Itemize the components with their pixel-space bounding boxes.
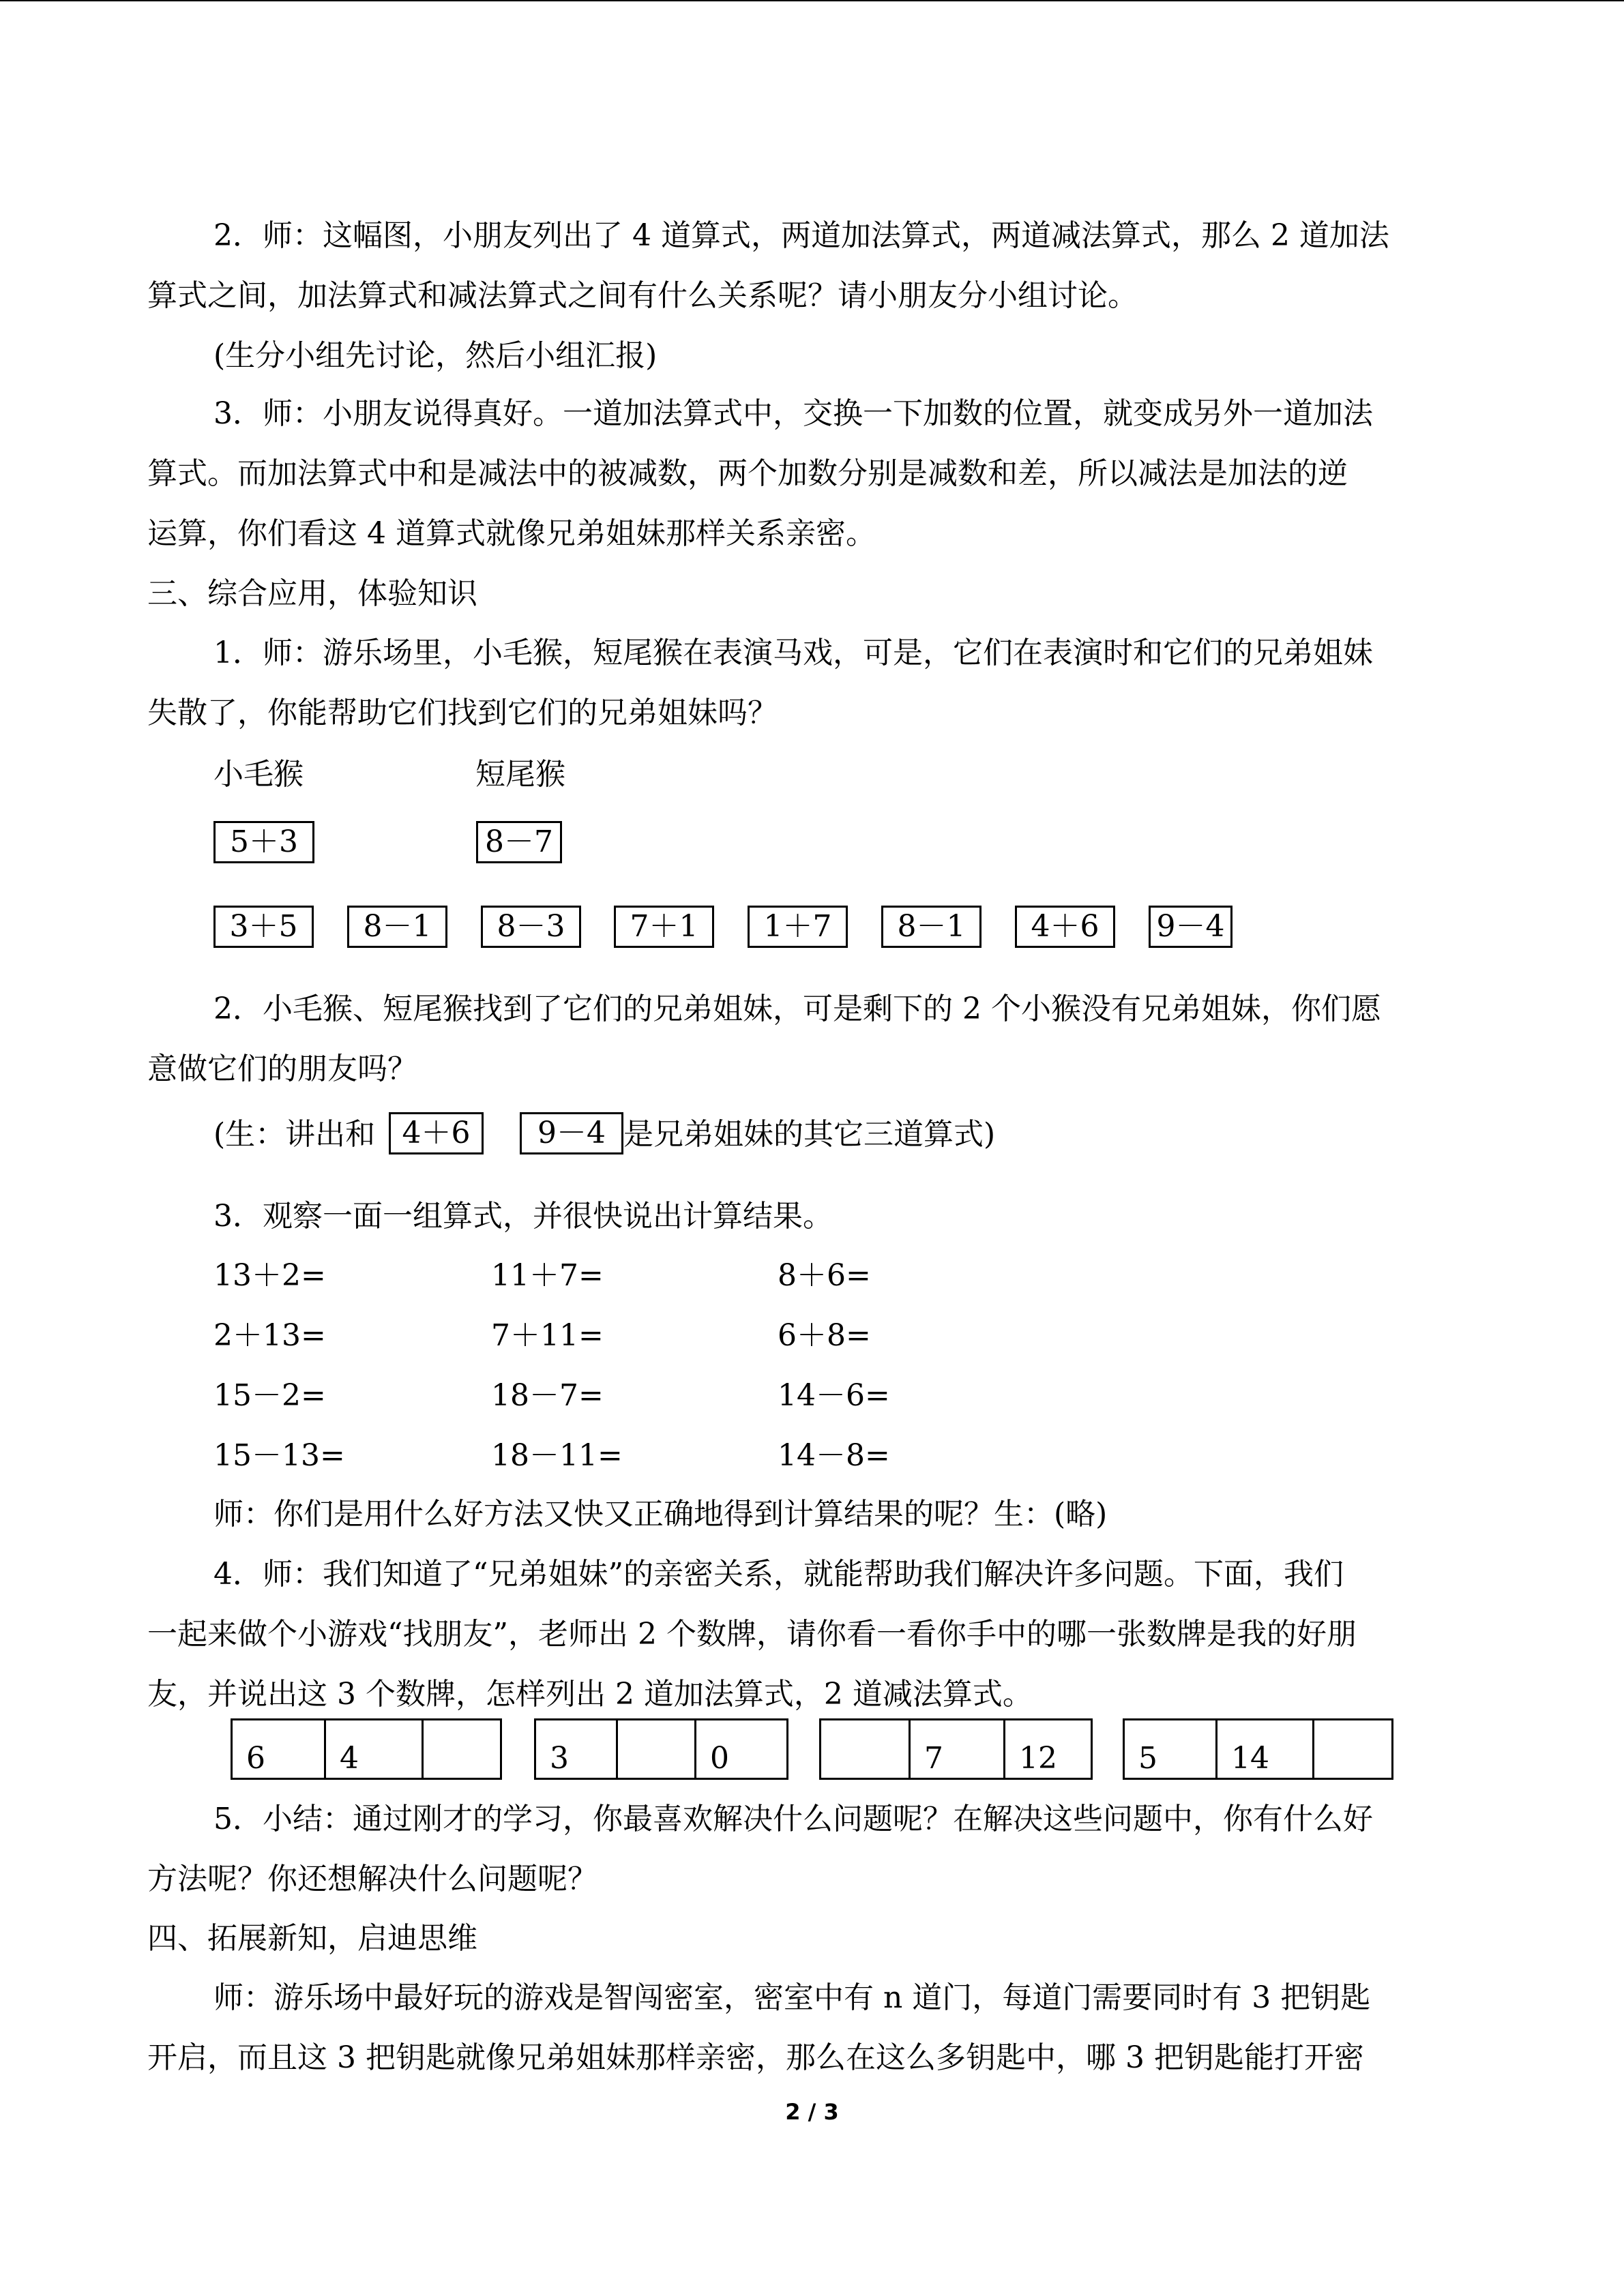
para1-line1: 2．师：这幅图，小朋友列出了 4 道算式，两道加法算式，两道减法算式，那么 2 道加法 <box>213 218 1389 253</box>
number-card: 0 <box>694 1718 788 1780</box>
equation-col1-row2: 2＋13= <box>213 1318 326 1353</box>
para2: (生分小组先讨论，然后小组汇报) <box>213 338 658 373</box>
sibling-card: 8－3 <box>481 906 581 948</box>
final-line2: 开启，而且这 3 把钥匙就像兄弟姐妹那样亲密，那么在这么多钥匙中，哪 3 把钥匙能打开密 <box>147 2040 1364 2075</box>
equation-col3-row3: 14－6= <box>778 1378 890 1413</box>
sibling-card: 8－1 <box>881 906 981 948</box>
number-card: 3 <box>534 1718 618 1780</box>
para3-line1: 3．师：小朋友说得真好。一道加法算式中，交换一下加数的位置，就变成另外一道加法 <box>213 396 1373 431</box>
task4-line2: 一起来做个小游戏“找朋友”，老师出 2 个数牌，请你看一看你手中的哪一张数牌是我的好朋 <box>147 1617 1357 1652</box>
task5-line1: 5．小结：通过刚才的学习，你最喜欢解决什么问题呢？在解决这些问题中，你有什么好 <box>213 1802 1373 1836</box>
para3-line2: 算式。而加法算式中和是减法中的被减数，两个加数分别是减数和差，所以减法是加法的逆 <box>147 456 1348 491</box>
number-card <box>819 1718 911 1780</box>
equation-col1-row4: 15－13= <box>213 1438 345 1473</box>
sibling-card: 9－4 <box>1149 906 1232 948</box>
task1-line1: 1．师：游乐场里，小毛猴，短尾猴在表演马戏，可是，它们在表演时和它们的兄弟姐妹 <box>213 636 1373 670</box>
sibling-card: 7＋1 <box>614 906 714 948</box>
task4-line1: 4．师：我们知道了“兄弟姐妹”的亲密关系，就能帮助我们解决许多问题。下面，我们 <box>213 1557 1344 1592</box>
equation-col2-row1: 11＋7= <box>491 1258 604 1293</box>
sibling-card: 8－1 <box>347 906 447 948</box>
sibling-card: 1＋7 <box>748 906 848 948</box>
number-card: 14 <box>1215 1718 1314 1780</box>
number-card: 4 <box>324 1718 424 1780</box>
para1-line2: 算式之间，加法算式和减法算式之间有什么关系呢？请小朋友分小组讨论。 <box>147 278 1138 313</box>
equation-col2-row4: 18－11= <box>491 1438 623 1473</box>
equation-col3-row1: 8＋6= <box>778 1258 871 1293</box>
answer-equation-box: 4＋6 <box>389 1112 484 1154</box>
equation-col1-row3: 15－2= <box>213 1378 326 1413</box>
number-card: 7 <box>909 1718 1005 1780</box>
monkey-equation-box: 5＋3 <box>213 821 314 863</box>
monkey-equation-box: 8－7 <box>476 821 562 863</box>
teacher-question: 师：你们是用什么好方法又快又正确地得到计算结果的呢？生：(略) <box>213 1497 1108 1532</box>
page-number: 2 / 3 <box>785 2099 839 2125</box>
equation-col2-row3: 18－7= <box>491 1378 604 1413</box>
number-card <box>616 1718 696 1780</box>
task2-line1: 2．小毛猴、短尾猴找到了它们的兄弟姐妹，可是剩下的 2 个小猴没有兄弟姐妹，你们愿 <box>213 992 1381 1026</box>
equation-col1-row1: 13＋2= <box>213 1258 326 1293</box>
sibling-card: 3＋5 <box>213 906 314 948</box>
task1-line2: 失散了，你能帮助它们找到它们的兄弟姐妹吗？ <box>147 696 778 730</box>
number-card: 12 <box>1003 1718 1093 1780</box>
equation-col2-row2: 7＋11= <box>491 1318 604 1353</box>
task2-answer-suffix: 是兄弟姐妹的其它三道算式) <box>623 1117 996 1152</box>
top-border-line <box>0 0 1624 1</box>
number-card <box>1312 1718 1393 1780</box>
task5-line2: 方法呢？你还想解决什么问题呢？ <box>147 1862 597 1896</box>
number-card: 5 <box>1123 1718 1217 1780</box>
para3-line3: 运算，你们看这 4 道算式就像兄弟姐妹那样关系亲密。 <box>147 516 876 551</box>
sibling-card: 4＋6 <box>1015 906 1115 948</box>
answer-equation-box: 9－4 <box>520 1112 623 1154</box>
task3-line: 3．观察一面一组算式，并很快说出计算结果。 <box>213 1199 833 1234</box>
number-card: 6 <box>231 1718 326 1780</box>
section-heading-3: 三、综合应用，体验知识 <box>147 576 477 611</box>
task2-answer-prefix: (生：讲出和 <box>213 1117 376 1152</box>
monkey-label-xiaomaohou: 小毛猴 <box>213 757 304 792</box>
equation-col3-row2: 6＋8= <box>778 1318 871 1353</box>
equation-col3-row4: 14－8= <box>778 1438 890 1473</box>
final-line1: 师：游乐场中最好玩的游戏是智闯密室，密室中有 n 道门，每道门需要同时有 3 把钥匙 <box>213 1980 1371 2015</box>
monkey-label-duanweihou: 短尾猴 <box>475 757 565 792</box>
task2-line2: 意做它们的朋友吗？ <box>147 1052 417 1086</box>
number-card <box>422 1718 502 1780</box>
task4-line3: 友，并说出这 3 个数牌，怎样列出 2 道加法算式，2 道减法算式。 <box>147 1677 1033 1712</box>
section-heading-4: 四、拓展新知，启迪思维 <box>147 1921 477 1956</box>
